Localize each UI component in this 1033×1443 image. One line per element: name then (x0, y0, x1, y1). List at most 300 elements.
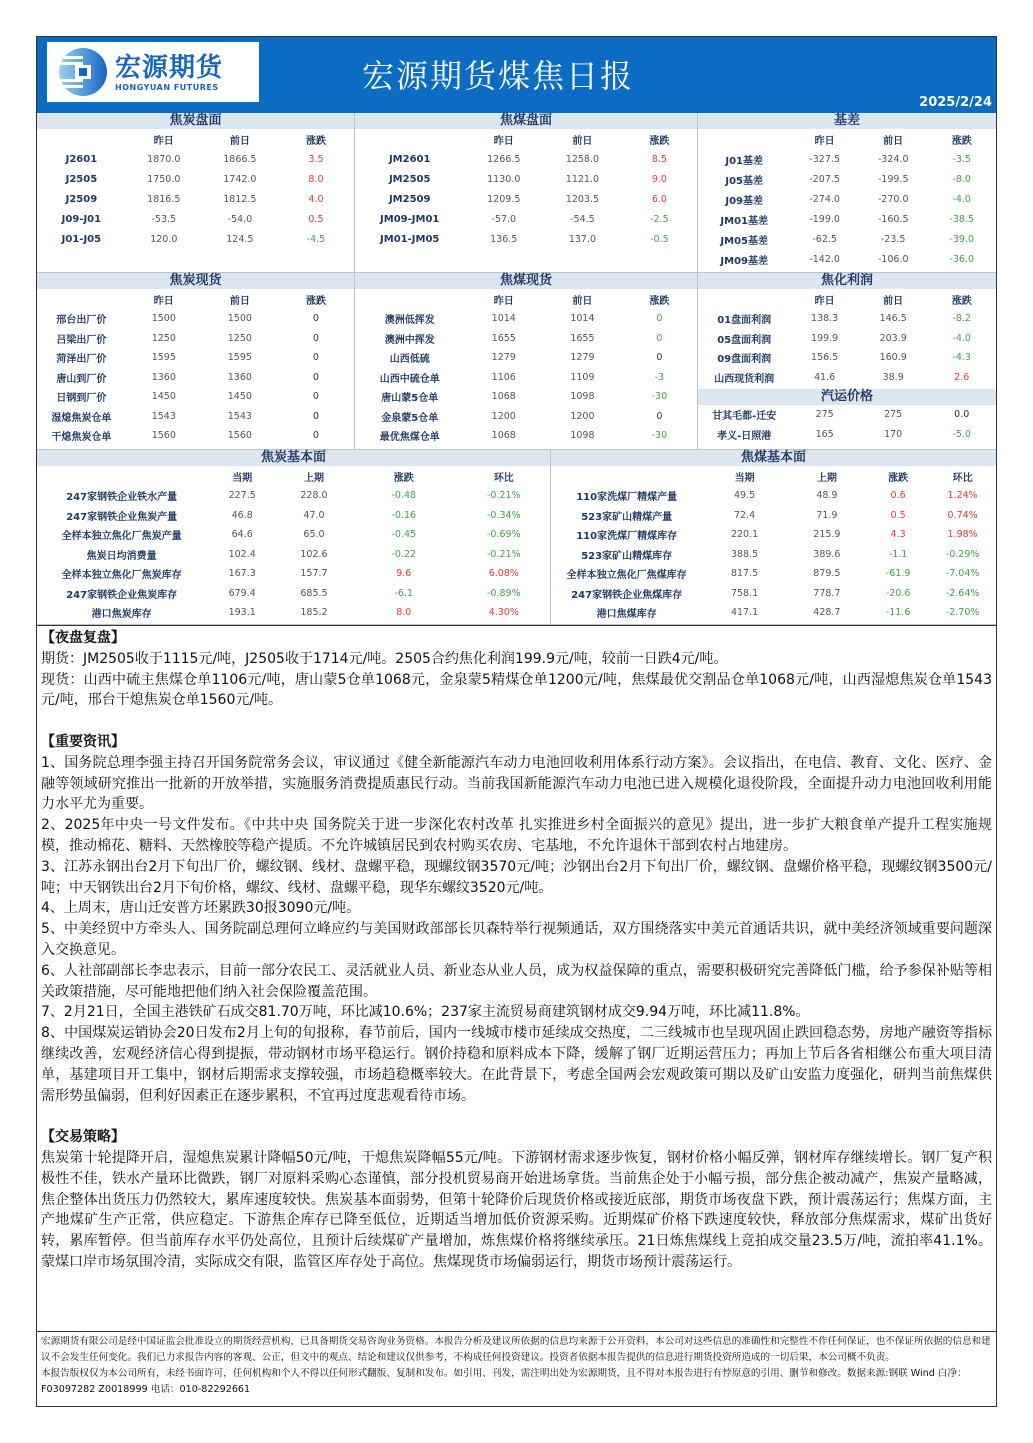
coking-profit-panel (698, 273, 996, 450)
value-cell: 275 (884, 409, 903, 421)
col-header: 涨跌 (888, 472, 909, 484)
coke-spot-panel (37, 273, 355, 450)
value-cell: 1014 (570, 313, 595, 325)
value-cell: 193.1 (228, 607, 256, 619)
col-header: 当期 (734, 472, 755, 484)
value-cell: 47.0 (303, 509, 325, 521)
coke-fundamentals-table (37, 466, 550, 623)
change-value: -30 (651, 430, 668, 442)
table-row (551, 486, 996, 506)
row-label: 110家洗煤厂精煤产量 (576, 492, 678, 504)
row-label: 01盘面利润 (717, 315, 772, 327)
row-label: JM09-JM01 (380, 213, 440, 225)
section-title: 焦炭盘面 (37, 113, 354, 129)
row-label: 247家钢铁企业焦炭产量 (66, 511, 178, 523)
value-cell: 1655 (491, 332, 516, 344)
value-cell: 138.3 (811, 313, 839, 325)
change-value: 0 (312, 313, 319, 325)
news-item: 2、2025年中央一号文件发布。《中共中央 国务院关于进一步深化农村改革 扎实推进乡村全面振兴的意见》提出，进一步扩大粮食单产提升工程实施规模，推动棉花、糖料、天然橡胶等稳产提质。不允许城镇居民到农村购买农房、宅基地，不允许退休干部到农村占地建房。 (41, 817, 992, 854)
value-cell: 203.9 (879, 332, 907, 344)
disclaimer-footer (37, 1331, 996, 1407)
change-value: 8.0 (308, 173, 324, 185)
change-value: 0 (312, 391, 319, 403)
table-row (37, 486, 550, 506)
value-cell: 879.5 (813, 568, 841, 580)
value-cell: 124.5 (226, 233, 254, 245)
change-value: -5.0 (952, 428, 971, 440)
value-cell: 160.9 (879, 352, 907, 364)
row-label: 247家钢铁企业焦炭库存 (66, 589, 178, 601)
section-title: 基差 (698, 113, 996, 129)
table-row (551, 603, 996, 623)
section-title: 焦炭现货 (37, 273, 354, 289)
value-cell: -207.5 (809, 173, 840, 185)
value-cell: -142.0 (809, 253, 840, 265)
col-header: 上期 (816, 472, 837, 484)
night-session-title: 【夜盘复盘】 (41, 630, 125, 646)
row-label: 金泉蒙5仓单 (381, 412, 439, 424)
percent-change: -0.34% (487, 509, 521, 521)
col-header (355, 129, 464, 149)
commentary-area (37, 625, 996, 1331)
value-cell: 102.4 (228, 548, 256, 560)
percent-change: 1.24% (947, 490, 978, 502)
value-cell: 1500 (151, 313, 176, 325)
change-value: 3.5 (308, 153, 324, 165)
value-cell: 1595 (151, 352, 176, 364)
logo-globe-icon (55, 46, 107, 98)
table-row (698, 209, 996, 229)
report-header (37, 37, 996, 113)
value-cell: -54.0 (227, 213, 253, 225)
table-row (37, 368, 354, 388)
col-header: 涨跌 (951, 135, 972, 147)
value-cell: -199.5 (877, 173, 909, 185)
report-page (36, 36, 997, 1407)
value-cell: 1360 (151, 371, 176, 383)
change-value: -0.22 (391, 548, 417, 560)
table-row (698, 169, 996, 189)
value-cell: 1279 (570, 352, 595, 364)
change-value: -3.5 (952, 153, 971, 165)
value-cell: 71.9 (816, 509, 838, 521)
row-label: J2509 (65, 193, 98, 205)
table-row (355, 229, 697, 249)
coke-futures-panel (37, 113, 355, 273)
table-row (37, 189, 354, 209)
col-header (37, 129, 126, 149)
report-date: 2025/2/24 (919, 95, 992, 110)
value-cell: -160.5 (877, 213, 909, 225)
logo-chinese-name: 宏源期货 (115, 52, 224, 83)
value-cell: 1098 (570, 430, 595, 442)
value-cell: -57.0 (491, 213, 517, 225)
row-label: 05盘面利润 (717, 334, 772, 346)
row-label: 澳洲中挥发 (384, 334, 435, 346)
value-cell: 679.4 (228, 587, 256, 599)
change-value: 4.0 (308, 193, 324, 205)
change-value: 4.3 (890, 529, 906, 541)
table-row (698, 348, 996, 368)
value-cell: 1203.5 (565, 193, 600, 205)
coal-fundamentals-table (551, 466, 996, 623)
table-row (698, 249, 996, 269)
value-cell: 1279 (491, 352, 516, 364)
col-header: 涨跌 (951, 295, 972, 307)
change-value: -38.5 (949, 213, 975, 225)
value-cell: 1121.0 (565, 173, 600, 185)
value-cell: 1200 (570, 410, 595, 422)
row-label: 吕梁出厂价 (56, 334, 107, 346)
value-cell: 215.9 (813, 529, 841, 541)
change-value: -39.0 (949, 233, 975, 245)
copyright-text: 本报告版权仅为本公司所有，未经书面许可，任何机构和个人不得以任何形式翻版、复制和发布。如引用、刊发，需注明出处为宏源期货，且不得对本报告进行有悖原意的引用、删节和修改。数据来源:钢联 Wind 白净：F03097282 Z0018999 电话：010-82292661 (41, 1368, 967, 1395)
percent-change: -0.69% (487, 529, 521, 541)
coal-spot-table (355, 289, 697, 446)
row-label: 日钢到厂价 (56, 393, 107, 405)
row-label: 港口焦炭库存 (91, 609, 152, 621)
value-cell: 1812.5 (223, 193, 257, 205)
coal-futures-panel (355, 113, 698, 273)
value-cell: 48.9 (816, 490, 838, 502)
value-cell: 1816.5 (147, 193, 181, 205)
disclaimer-text: 宏源期货有限公司是经中国证监会批准设立的期货经营机构，已具备期货交易咨询业务资格。本报告分析及建议所依据的信息均来源于公开资料，本公司对这些信息的准确性和完整性不作任何保证，也不保证所依据的信息和建议不会发生任何变化。我们已力求报告内容的客观、公正，但文中的观点、结论和建议仅供参考，不构成任何投资建议。投资者依据本报告提供的信息进行期货投资所造成的一切后果，本公司概不负责。 (41, 1336, 991, 1363)
value-cell: -106.0 (877, 253, 909, 265)
change-value: 0.5 (308, 213, 324, 225)
col-header: 当期 (232, 472, 253, 484)
row-label: JM05基差 (720, 235, 768, 247)
news-item: 3、江苏永钢出台2月下旬出厂价，螺纹钢、线材、盘螺平稳，现螺纹钢3570元/吨；沙钢出台2月下旬出厂价，螺纹钢、盘螺价格平稳，现螺纹钢3500元/吨；中天钢铁出台2月下旬价格，螺纹、线材、盘螺平稳，现华东螺纹3520元/吨。 (41, 858, 992, 896)
value-cell: 1595 (227, 352, 252, 364)
change-value: -0.5 (650, 233, 669, 245)
change-value: -2.5 (650, 213, 669, 225)
table-row (551, 545, 996, 565)
value-cell: 165 (815, 428, 834, 440)
value-cell: 275 (815, 409, 834, 421)
col-header: 昨日 (814, 295, 835, 307)
value-cell: 1450 (151, 391, 176, 403)
company-logo (47, 42, 259, 102)
row-label: 山西现货利润 (714, 373, 775, 385)
table-row (37, 348, 354, 368)
section-title: 焦煤盘面 (355, 113, 697, 129)
row-label: 523家矿山精煤产量 (581, 511, 673, 523)
change-value: -4.0 (952, 193, 971, 205)
percent-change: -7.04% (945, 568, 980, 580)
value-cell: 428.7 (813, 607, 841, 619)
row-label: 唐山蒙5仓单 (381, 393, 439, 405)
value-cell: 1266.5 (487, 153, 521, 165)
row-label: 全样本独立焦化厂焦炭库存 (61, 570, 182, 582)
value-cell: 685.5 (300, 587, 328, 599)
change-value: 0 (656, 332, 663, 344)
table-row (37, 209, 354, 229)
table-row (551, 525, 996, 545)
change-value: 8.5 (651, 153, 667, 165)
value-cell: 758.1 (730, 587, 759, 599)
row-label: 甘其毛都-迁安 (712, 411, 777, 423)
table-row (355, 309, 697, 329)
value-cell: 199.9 (811, 332, 839, 344)
report-title: 宏源期货煤焦日报 (362, 57, 635, 95)
table-row (37, 426, 354, 446)
section-title: 汽运价格 (698, 389, 996, 405)
table-row (37, 169, 354, 189)
value-cell: 157.7 (300, 568, 328, 580)
table-row (698, 329, 996, 349)
change-value: 9.0 (651, 173, 667, 185)
table-row (355, 209, 697, 229)
change-value: 9.6 (396, 568, 412, 580)
row-label: 山西低硫 (389, 354, 430, 366)
table-row (551, 584, 996, 604)
row-label: 孝义-日照港 (717, 430, 772, 442)
change-value: 2.6 (954, 371, 970, 383)
strategy-title: 【交易策略】 (41, 1129, 125, 1146)
row-label: JM01-JM05 (380, 233, 440, 245)
news-item: 1、国务院总理李强主持召开国务院常务会议，审议通过《健全新能源汽车动力电池回收利用体系行动方案》。会议指出，在电信、教育、文化、医疗、金融等领域研究推出一批新的开放举措，实施服务消费提质惠民行动。当前我国新能源汽车动力电池已进入规模化退役阶段，全面提升动力电池回收利用能力水平尤为重要。 (41, 754, 992, 813)
row-label: 干熄焦炭仓单 (51, 432, 112, 444)
row-label: J09-J01 (61, 213, 102, 225)
news-item: 7、2月21日，全国主港铁矿石成交81.70万吨，环比减10.6%；237家主流贸易商建筑钢材成交9.94万吨，环比减11.8%。 (41, 1004, 810, 1021)
change-value: 0 (312, 430, 319, 442)
value-cell: 1450 (227, 391, 252, 403)
value-cell: 388.5 (730, 548, 759, 560)
table-row (698, 149, 996, 169)
row-label: 247家钢铁企业铁水产量 (66, 492, 178, 504)
change-value: 0.5 (890, 509, 906, 521)
value-cell: 64.6 (231, 529, 253, 541)
percent-change: -0.29% (945, 548, 980, 560)
col-header: 涨跌 (393, 472, 414, 484)
value-cell: 1866.5 (223, 153, 257, 165)
row-label: 523家矿山精煤库存 (581, 550, 673, 562)
table-row (37, 407, 354, 427)
col-header: 涨跌 (305, 135, 326, 147)
col-header: 涨跌 (305, 295, 326, 307)
table-row (355, 189, 697, 209)
change-value: 0 (656, 352, 663, 364)
table-row (37, 387, 354, 407)
row-label: 港口焦煤库存 (596, 609, 657, 621)
table-row (551, 506, 996, 526)
value-cell: 1560 (227, 430, 252, 442)
news-title: 【重要资讯】 (41, 733, 125, 750)
col-header (355, 289, 464, 309)
night-session-spot: 现货：山西中硫主焦煤仓单1106元/吨，唐山蒙5仓单1068元，金泉蒙5精煤仓单1200元/吨，焦煤最优交割品仓单1068元/吨，山西湿熄焦炭仓单1543元/吨，邢台干熄焦炭仓单1560元/吨。 (41, 671, 992, 709)
table-row (37, 525, 550, 545)
col-header: 环比 (952, 472, 973, 484)
table-row (355, 169, 697, 189)
change-value: 0 (312, 352, 319, 364)
value-cell: 1250 (151, 332, 176, 344)
change-value: -11.6 (885, 607, 911, 619)
value-cell: 1560 (151, 430, 176, 442)
change-value: -4.3 (952, 352, 971, 364)
value-cell: -324.0 (877, 153, 909, 165)
table-row (355, 407, 697, 427)
value-cell: 1200 (491, 410, 516, 422)
col-header: 前日 (572, 295, 593, 307)
change-value: 0.6 (890, 490, 906, 502)
news-item: 4、上周末，唐山迁安普方坯累跌30报3090元/吨。 (41, 900, 361, 917)
change-value: -1.1 (888, 548, 908, 560)
strategy-text: 焦炭第十轮提降开启，湿熄焦炭累计降幅50元/吨，干熄焦炭降幅55元/吨。下游钢材需求逐步恢复，钢材价格小幅反弹，钢材库存继续增长。钢厂复产积极性不佳，铁水产量环比微跌，钢厂对原料采购心态谨慎，部分投机贸易商开始进场拿货。当前焦企处于小幅亏损，部分焦企被动减产，焦炭产量略减，焦企整体出货压力仍然较大，累库速度较快。焦炭基本面弱势，但第十轮降价后现货价格或接近底部，期货市场夜盘下跌，预计震荡运行；焦煤方面，主产地煤矿生产正常，供应稳定。下游焦企库存已降至低位，近期适当增加低价资源采购。近期煤矿价格下跌速度较快，释放部分焦煤需求，煤矿出货好转，累库暂停。但当前库存水平仍处高位，且预计后续煤矿产量增加，炼焦煤价格将继续承压。21日炼焦煤线上竞拍成交量23.5万/吨，流拍率41.1%。蒙煤口岸市场氛围冷清，实际成交有限，监管区库存处于高位。焦煤现货市场偏弱运行，期货市场预计震荡运行。 (41, 1149, 992, 1270)
value-cell: -23.5 (880, 233, 906, 245)
value-cell: 170 (884, 428, 903, 440)
table-row (355, 426, 697, 446)
table-row (37, 564, 550, 584)
value-cell: 1130.0 (487, 173, 521, 185)
col-header: 前日 (229, 295, 250, 307)
table-row (698, 189, 996, 209)
value-cell: 1209.5 (487, 193, 521, 205)
value-cell: 389.6 (813, 548, 841, 560)
section-title: 焦化利润 (698, 273, 996, 289)
value-cell: 1543 (151, 410, 176, 422)
table-row (37, 309, 354, 329)
change-value: -30 (651, 391, 668, 403)
row-label: 110家洗煤厂精煤库存 (576, 531, 678, 543)
col-header (37, 289, 126, 309)
coke-futures-table (37, 129, 354, 249)
value-cell: 817.5 (730, 568, 759, 580)
change-value: -3 (654, 371, 665, 383)
change-value: 8.0 (396, 607, 412, 619)
row-label: J2505 (65, 173, 98, 185)
value-cell: 227.5 (228, 490, 256, 502)
value-cell: 167.3 (228, 568, 256, 580)
col-header (698, 129, 790, 149)
row-label: J01基差 (725, 155, 763, 167)
percent-change: 0.74% (947, 509, 978, 521)
value-cell: 38.9 (882, 371, 904, 383)
basis-panel (698, 113, 996, 273)
value-cell: 185.2 (300, 607, 328, 619)
value-cell: 137.0 (568, 233, 597, 245)
row-label: 邢台出厂价 (56, 315, 107, 327)
news-item: 8、中国煤炭运销协会20日发布2月上旬的旬报称，春节前后，国内一线城市楼市延续成交热度，二三线城市也呈现巩固止跌回稳态势，房地产融资等指标继续改善，宏观经济信心得到提振，带动钢材市场平稳运行。钢价持稳和原料成本下降，缓解了钢厂近期运营压力；再加上节后各省相继公布重大项目清单，基建项目开工集中，钢材后期需求支撑较强，市场趋稳概率较大。在此背景下，考虑全国两会宏观政策可期以及矿山安监力度强化，研判当前焦煤供需形势虽偏弱，但利好因素正在逐步累积，不宜再过度悲观看待市场。 (41, 1025, 992, 1104)
value-cell: 65.0 (303, 529, 325, 541)
value-cell: -54.5 (570, 213, 595, 225)
col-header: 昨日 (153, 135, 174, 147)
coal-spot-panel (355, 273, 698, 450)
value-cell: 1750.0 (147, 173, 181, 185)
value-cell: -53.5 (151, 213, 177, 225)
col-header: 昨日 (493, 295, 514, 307)
change-value: 0 (656, 410, 663, 422)
table-row (355, 329, 697, 349)
row-label: JM01基差 (720, 215, 768, 227)
change-value: -8.2 (952, 313, 971, 325)
row-label: 焦炭日均消费量 (86, 550, 157, 562)
value-cell: 220.1 (730, 529, 759, 541)
row-label: JM2505 (388, 173, 431, 185)
percent-change: -2.64% (945, 587, 980, 599)
coal-fundamentals-panel (551, 450, 996, 625)
value-cell: 156.5 (811, 352, 839, 364)
col-header: 昨日 (493, 135, 514, 147)
freight-table (698, 405, 996, 444)
value-cell: 1655 (570, 332, 595, 344)
row-label: JM2601 (388, 153, 431, 165)
table-row (698, 229, 996, 249)
col-header (551, 466, 702, 486)
value-cell: 1109 (570, 371, 595, 383)
row-label: 澳洲低挥发 (384, 315, 435, 327)
row-label: 菏泽出厂价 (56, 354, 107, 366)
table-row (37, 506, 550, 526)
change-value: -61.9 (885, 568, 911, 580)
percent-change: 6.08% (488, 568, 519, 580)
col-header: 昨日 (814, 135, 835, 147)
change-value: -0.48 (391, 490, 417, 502)
percent-change: 4.30% (488, 607, 519, 619)
value-cell: -199.0 (809, 213, 840, 225)
table-row (698, 425, 996, 445)
change-value: -8.0 (952, 173, 971, 185)
table-row (551, 564, 996, 584)
change-value: -4.0 (952, 332, 971, 344)
value-cell: 1014 (491, 313, 516, 325)
section-title: 焦炭基本面 (37, 450, 550, 466)
col-header: 环比 (493, 472, 514, 484)
change-value: -6.1 (394, 587, 414, 599)
row-label: J01-J05 (61, 233, 102, 245)
table-row (37, 545, 550, 565)
table-row (37, 229, 354, 249)
coke-spot-table (37, 289, 354, 446)
percent-change: -2.70% (945, 607, 980, 619)
news-item: 5、中美经贸中方牵头人、国务院副总理何立峰应约与美国财政部部长贝森特举行视频通话，双方围绕落实中美元首通话共识，就中美经济领域重要问题深入交换意见。 (41, 921, 992, 958)
table-row (37, 603, 550, 623)
col-header: 昨日 (153, 295, 174, 307)
row-label: 最优焦煤仓单 (379, 432, 440, 444)
change-value: -4.5 (306, 233, 326, 245)
table-row (355, 348, 697, 368)
percent-change: -0.89% (487, 587, 521, 599)
section-title: 焦煤现货 (355, 273, 697, 289)
percent-change: -0.21% (487, 548, 521, 560)
logo-english-name: HONGYUAN FUTURES (115, 82, 219, 92)
value-cell: 1360 (227, 371, 252, 383)
table-row (37, 149, 354, 169)
row-label: JM2509 (388, 193, 431, 205)
basis-table (698, 129, 996, 269)
value-cell: -62.5 (812, 233, 837, 245)
row-label: J05基差 (725, 175, 763, 187)
row-label: J09基差 (725, 195, 763, 207)
value-cell: 1258.0 (565, 153, 600, 165)
value-cell: 1742.0 (223, 173, 257, 185)
col-header: 涨跌 (649, 135, 670, 147)
change-value: -0.45 (391, 529, 417, 541)
value-cell: 46.8 (231, 509, 253, 521)
row-label: J2601 (65, 153, 98, 165)
value-cell: 49.5 (733, 490, 756, 502)
table-row (37, 329, 354, 349)
value-cell: 1870.0 (147, 153, 181, 165)
value-cell: 1098 (570, 391, 595, 403)
value-cell: 1068 (491, 391, 516, 403)
col-header: 前日 (883, 135, 904, 147)
section-title: 焦煤基本面 (551, 450, 996, 466)
value-cell: 228.0 (300, 490, 328, 502)
row-label: 山西中硫仓单 (379, 373, 440, 385)
value-cell: 41.6 (814, 371, 836, 383)
col-header (37, 466, 206, 486)
table-row (698, 405, 996, 425)
